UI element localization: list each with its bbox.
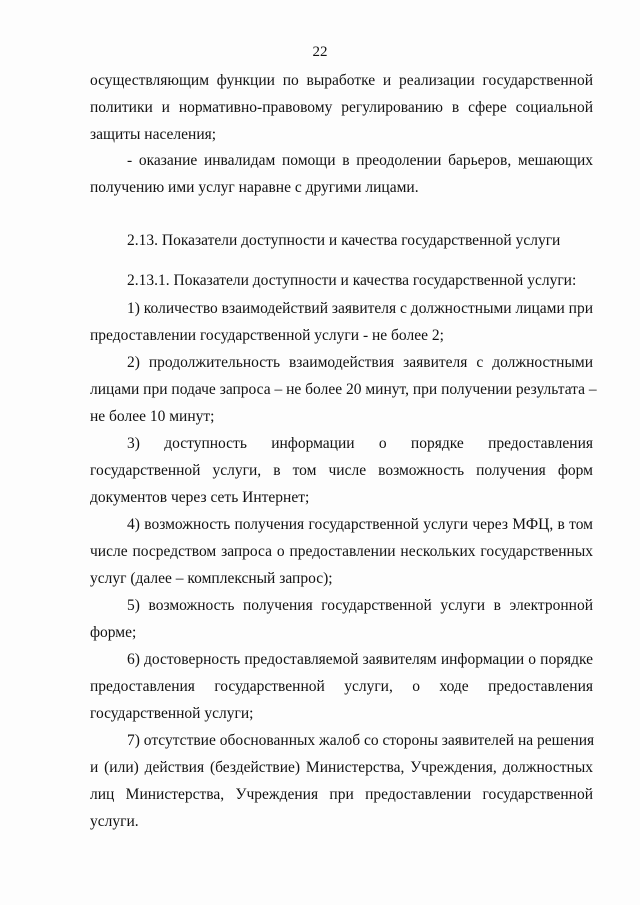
text-line: предоставления государственной услуги, о ходе предоставления <box>90 678 593 695</box>
section-heading: 2.13. Показатели доступности и качества государственной услуги <box>127 232 561 249</box>
text-line: лицами при подаче запроса – не более 20 минут, при получении результата – <box>90 381 597 398</box>
text-line: услуги. <box>90 813 139 830</box>
text-line: 7) отсутствие обоснованных жалоб со стороны заявителей на решения <box>127 732 595 749</box>
text-line: услуг (далее – комплексный запрос); <box>90 570 333 587</box>
text-line: предоставлении государственной услуги - не более 2; <box>90 327 444 344</box>
text-line: осуществляющим функции по выработке и реализации государственной <box>90 72 593 89</box>
text-line: 6) достоверность предоставляемой заявителям информации о порядке <box>127 651 593 668</box>
text-line: - оказание инвалидам помощи в преодолении барьеров, мешающих <box>127 152 593 169</box>
text-line: политики и нормативно-правовому регулированию в сфере социальной <box>90 99 593 116</box>
text-line: 5) возможность получения государственной услуги в электронной <box>127 597 593 614</box>
text-line: государственной услуги; <box>90 705 254 722</box>
text-line: защиты населения; <box>90 126 217 143</box>
text-line: и (или) действия (бездействие) Министерства, Учреждения, должностных <box>90 759 593 776</box>
text-line: документов через сеть Интернет; <box>90 489 310 506</box>
subsection-heading: 2.13.1. Показатели доступности и качества государственной услуги: <box>127 272 577 289</box>
text-line: государственной услуги, в том числе возможность получения форм <box>90 462 593 479</box>
text-line: 3) доступность информации о порядке предоставления <box>127 435 593 452</box>
text-line: лиц Министерства, Учреждения при предоставлении государственной <box>90 786 593 803</box>
text-line: получению ими услуг наравне с другими лицами. <box>90 179 419 196</box>
text-line: 1) количество взаимодействий заявителя с должностными лицами при <box>127 300 593 317</box>
page-number: 22 <box>312 44 328 60</box>
text-line: 2) продолжительность взаимодействия заявителя с должностными <box>127 354 593 371</box>
text-line: форме; <box>90 624 137 641</box>
text-line: 4) возможность получения государственной услуги через МФЦ, в том <box>127 516 593 533</box>
text-line: не более 10 минут; <box>90 408 215 425</box>
text-line: числе посредством запроса о предоставлении нескольких государственных <box>90 543 593 560</box>
